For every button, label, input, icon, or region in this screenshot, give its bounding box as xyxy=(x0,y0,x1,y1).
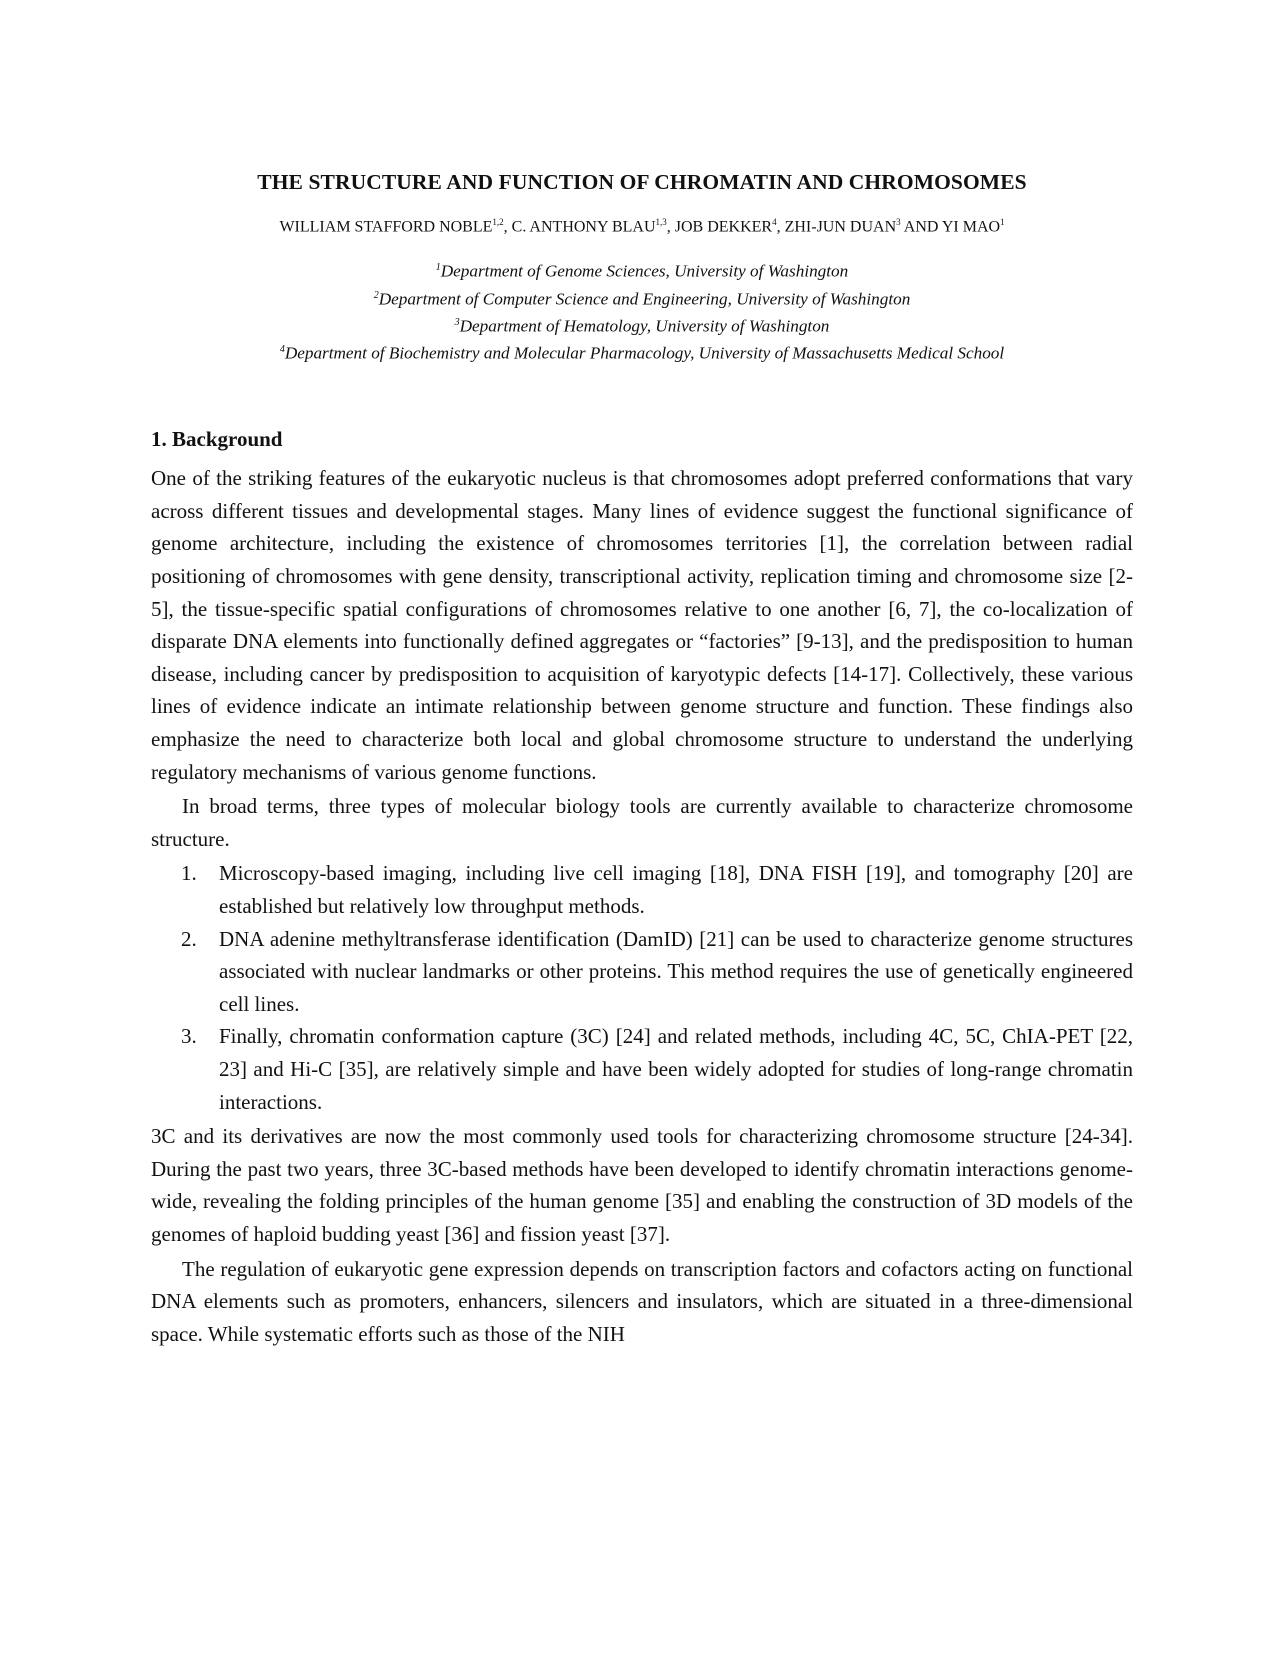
author-name: WILLIAM STAFFORD NOBLE xyxy=(279,218,493,236)
paper-title: THE STRUCTURE AND FUNCTION OF CHROMATIN AND CHROMOSOMES xyxy=(257,170,1027,194)
author-separator: , xyxy=(503,218,512,236)
author-separator: AND xyxy=(900,218,942,236)
affiliation-number: 2 xyxy=(373,289,379,301)
affiliation xyxy=(151,284,1133,311)
affiliation xyxy=(151,311,1133,338)
paper-page xyxy=(151,170,1133,1352)
author-name: YI MAO xyxy=(941,218,1001,236)
list-number: 1. xyxy=(181,861,197,886)
affiliation-number: 4 xyxy=(279,344,285,356)
body-paragraph: The regulation of eukaryotic gene expression depends on transcription factors and cofactors acting on functional DNA elements such as promoters, enhancers, silencers and insulators, which are situated in a three-dimensional space. While systematic efforts such as those of the NIH xyxy=(151,1256,1133,1346)
affiliation-text: Department of Hematology, University of Washington xyxy=(459,316,830,336)
body-paragraph: One of the striking features of the eukaryotic nucleus is that chromosomes adopt preferred conformations that vary across different tissues and developmental stages. Many lines of evidence suggest the functional significance of genome architecture, including the existence of chromosomes territories [1], the correlation between radial positioning of chromosomes with gene density, transcriptional activity, replication timing and chromosome size [2-5], the tissue-specific spatial configurations of chromosomes relative to one another [6, 7], the co-localization of disparate DNA elements into functionally defined aggregates or “factories” [9-13], and the predisposition to human disease, including cancer by predisposition to acquisition of karyotypic defects [14-17]. Collectively, these various lines of evidence indicate an intimate relationship between genome structure and function. These findings also emphasize the need to characterize both local and global chromosome structure to understand the underlying regulatory mechanisms of various genome functions. xyxy=(151,466,1133,784)
affiliation-number: 1 xyxy=(435,262,441,274)
author-affiliation-marker: 1,2 xyxy=(492,217,504,227)
author-separator: , xyxy=(776,218,785,236)
list-item xyxy=(151,1020,1133,1118)
affiliation-number: 3 xyxy=(454,316,460,328)
author-affiliation-marker: 3 xyxy=(896,217,901,227)
author-affiliation-marker: 4 xyxy=(772,217,777,227)
author-name: C. ANTHONY BLAU xyxy=(511,218,656,236)
list-item xyxy=(151,857,1133,922)
author-affiliation-marker: 1 xyxy=(1000,217,1005,227)
affiliation-text: Department of Biochemistry and Molecular Pharmacology, University of Massachusetts Medical School xyxy=(284,343,1005,363)
affiliation-text: Department of Genome Sciences, University of Washington xyxy=(440,262,849,282)
list-item-text: Microscopy-based imaging, including live cell imaging [18], DNA FISH [19], and tomography [20] are established but relatively low throughput methods. xyxy=(219,861,1133,918)
affiliation-list xyxy=(151,256,1133,365)
section-heading: 1. Background xyxy=(151,427,283,452)
list-item-text: DNA adenine methyltransferase identification (DamID) [21] can be used to characterize genome structures associated with nuclear landmarks or other proteins. This method requires the use of genetically engineered cell lines. xyxy=(219,926,1133,1016)
list-item-text: Finally, chromatin conformation capture (3C) [24] and related methods, including 4C, 5C, ChIA-PET [22, 23] and Hi-C [35], are relatively simple and have been widely adopted for studies of long-range chromatin interactions. xyxy=(219,1024,1133,1114)
body-paragraph: 3C and its derivatives are now the most commonly used tools for characterizing chromosome structure [24-34]. During the past two years, three 3C-based methods have been developed to identify chromatin interactions genome-wide, revealing the folding principles of the human genome [35] and enabling the construction of 3D models of the genomes of haploid budding yeast [36] and fission yeast [37]. xyxy=(151,1124,1133,1246)
methods-list xyxy=(151,857,1133,1118)
body-paragraph: In broad terms, three types of molecular biology tools are currently available to characterize chromosome structure. xyxy=(151,794,1133,851)
list-number: 2. xyxy=(181,926,197,951)
affiliation xyxy=(151,256,1133,283)
author-separator: , xyxy=(666,218,675,236)
affiliation-text: Department of Computer Science and Engineering, University of Washington xyxy=(378,289,911,309)
author-name: JOB DEKKER xyxy=(674,218,773,236)
author-name: ZHI-JUN DUAN xyxy=(784,218,897,236)
affiliation xyxy=(151,338,1133,365)
author-affiliation-marker: 1,3 xyxy=(655,217,667,227)
list-number: 3. xyxy=(181,1024,197,1049)
list-item xyxy=(151,923,1133,1021)
author-line xyxy=(151,217,1133,236)
